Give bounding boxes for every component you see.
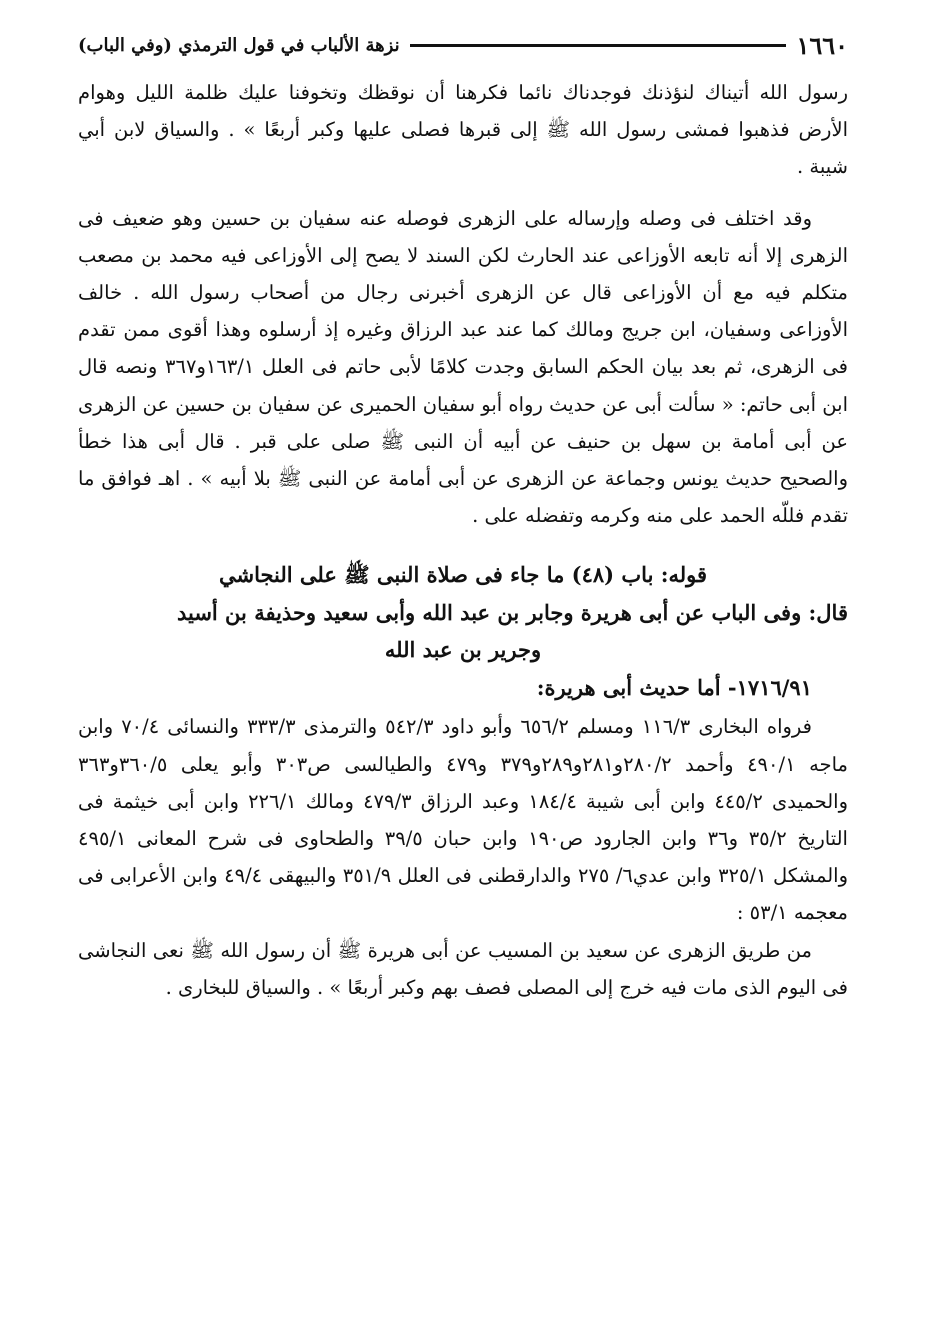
paragraph-sources: فرواه البخارى ١١٦/٣ ومسلم ٦٥٦/٢ وأبو داود ٥٤٢/٣ والترمذى ٣٣٣/٣ والنسائى ٧٠/٤ وابن ماجه ٤٩٠/١ وأحمد ٢٨٠/٢و٢٨١و٢٨٩و٣٧٩ و٤٧٩ والطيالسى ص٣٠٣ وأبو يعلى ٣٦٠/٥و٣٦٣ والحميدى ٤٤٥/٢ وابن أبى شيبة ١٨٤/٤ وعبد الرزاق ٤٧٩/٣ ومالك ٢٢٦/١ وابن أبى خيثمة فى التاريخ ٣٥/٢ و٣٦ وابن الجارود ص١٩٠ وابن حبان ٣٩/٥ والطحاوى فى شرح المعانى ٤٩٥/١ والمشكل ٣٢٥/١ وابن عدي٦/ ٢٧٥ والدارقطنى فى العلل ٣٥١/٩ والبيهقى ٤٩/٤ وابن الأعرابى فى معجمه ٥٣/١ : bbox=[78, 715, 848, 925]
page-body bbox=[78, 74, 848, 1006]
paragraph-discussion: وقد اختلف فى وصله وإرساله على الزهرى فوصله عنه سفيان بن حسين وهو ضعيف فى الزهرى إلا أنه تابعه الأوزاعى عند الحارث لكن السند لا يصح إلى الأوزاعى فيه محمد بن مصعب متكلم فيه مع أن الأوزاعى قال عن الزهرى أخبرنى رجال من أصحاب رسول الله . خالف الأوزاعى وسفيان، ابن جريج ومالك كما عند عبد الرزاق وغيره إذ أرسلوه وهذا أقوى ممن تقدم فى الزهرى، ثم بعد بيان الحكم السابق وجدت كلامًا لأبى حاتم فى العلل ١٦٣/١و٣٦٧ ونصه قال ابن أبى حاتم: « سألت أبى عن حديث رواه أبو سفيان الحميرى عن سفيان بن حسين عن الزهرى عن أبى أمامة بن سهل بن حنيف عن أبيه أن النبى ﷺ صلى على قبر . قال أبى هذا خطأ والصحيح حديث يونس وجماعة عن الزهرى عن أبى أمامة عن النبى ﷺ بلا أبيه » . اهـ فوافق ما تقدم فللّه الحمد على منه وكرمه وتفضله على . bbox=[78, 206, 848, 528]
paragraph-chain: من طريق الزهرى عن سعيد بن المسيب عن أبى هريرة ﷺ أن رسول الله ﷺ نعى النجاشى فى اليوم الذى مات فيه خرج إلى المصلى فصف بهم وكبر أربعًا » . والسياق للبخارى . bbox=[78, 938, 848, 999]
running-header bbox=[78, 22, 848, 68]
header-rule bbox=[410, 44, 787, 47]
section-heading: قال: وفى الباب عن أبى هريرة وجابر بن عبد الله وأبى سعيد وحذيفة بن أسيد bbox=[176, 600, 848, 626]
book-page bbox=[78, 22, 848, 1006]
running-title: نزهة الألباب في قول الترمذي (وفي الباب) bbox=[78, 34, 400, 56]
section-heading-continuation: وجرير بن عبد الله bbox=[384, 637, 542, 663]
page-number: ١٦٦٠ bbox=[796, 30, 848, 60]
hadith-heading: ١٧١٦/٩١- أما حديث أبى هريرة: bbox=[536, 675, 812, 701]
chapter-heading: قوله: باب (٤٨) ما جاء فى صلاة النبى ﷺ على النجاشي bbox=[218, 562, 708, 588]
paragraph-continuation: رسول الله أتيناك لنؤذنك فوجدناك نائما فكرهنا أن نوقظك وتخوفنا عليك ظلمة الليل وهوام الأرض فذهبوا فمشى رسول الله ﷺ إلى قبرها فصلى عليها وكبر أربعًا » . والسياق لابن أبي شيبة . bbox=[78, 81, 848, 179]
